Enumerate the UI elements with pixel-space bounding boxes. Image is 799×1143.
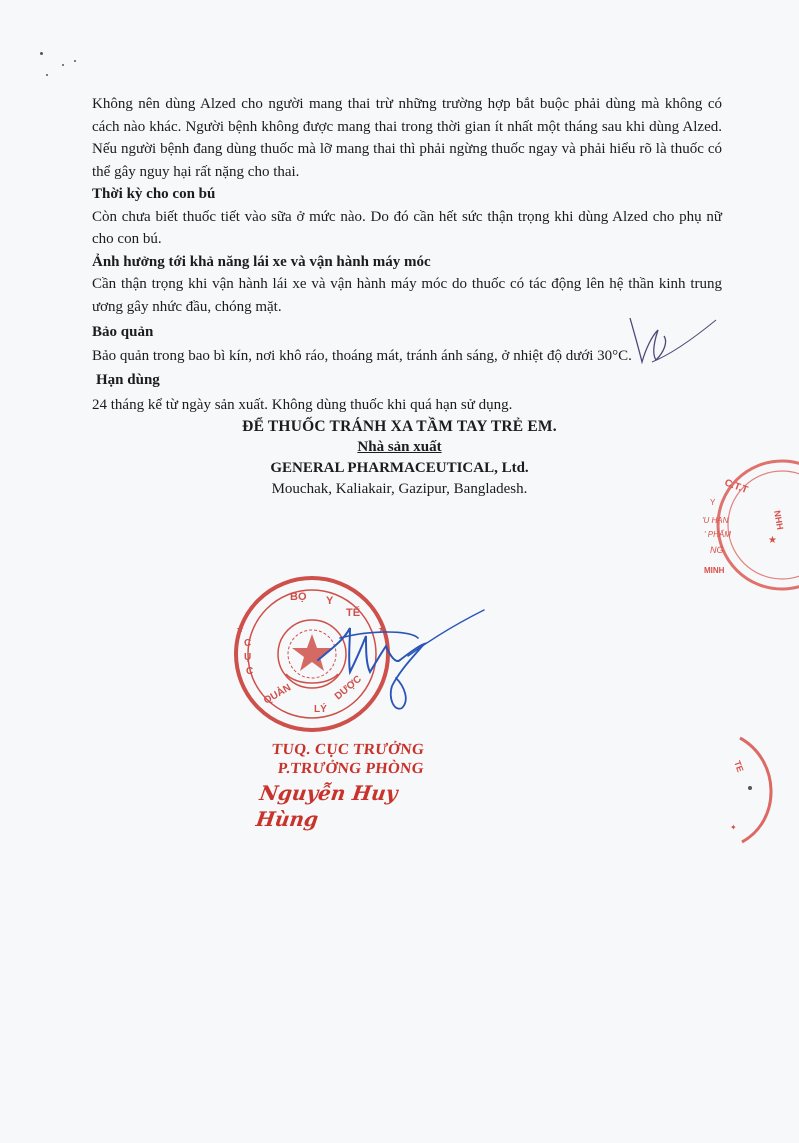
driving-paragraph: Cần thận trọng khi vận hành lái xe và vận hành máy móc do thuốc có tác động lên hệ thần kinh trung ương gây nhức đầu, chóng mặt. xyxy=(92,276,722,315)
svg-text:LÝ: LÝ xyxy=(314,704,327,715)
edge-seal-partial xyxy=(720,730,799,850)
svg-text:MINH: MINH xyxy=(704,566,725,575)
initial-mark xyxy=(612,312,722,372)
lactation-paragraph: Còn chưa biết thuốc tiết vào sữa ở mức nào. Do đó cần hết sức thận trọng khi dùng Alzed cho phụ nữ cho con bú. xyxy=(92,208,722,247)
signatory-title-2: P.TRƯỞNG PHÒNG xyxy=(277,760,425,777)
manufacturer-label: Nhà sản xuất xyxy=(357,439,442,455)
signatory-block xyxy=(254,740,462,832)
svg-text:★: ★ xyxy=(378,624,387,634)
svg-text:Y: Y xyxy=(326,595,334,607)
svg-text:' PHẨM: ' PHẨM xyxy=(704,530,731,539)
svg-text:DƯỢC: DƯỢC xyxy=(332,673,364,703)
svg-text:Ụ: Ụ xyxy=(244,652,252,663)
company-seal-partial xyxy=(690,455,799,595)
svg-text:'U HẠN: 'U HẠN xyxy=(702,516,729,525)
svg-text:QUẢN: QUẢN xyxy=(262,682,294,707)
manufacturer-address: Mouchak, Kaliakair, Gazipur, Bangladesh. xyxy=(271,481,528,497)
svg-text:NHH: NHH xyxy=(772,509,786,531)
storage-paragraph: Bảo quản trong bao bì kín, nơi khô ráo, thoáng mát, tránh ánh sáng, ở nhiệt độ dưới 30°C. xyxy=(92,347,632,364)
shelf-life-heading: Hạn dùng xyxy=(96,372,160,388)
storage-heading: Bảo quản xyxy=(92,324,154,340)
svg-text:TẾ: TẾ xyxy=(346,607,361,619)
scan-speck xyxy=(40,52,43,55)
scan-speck xyxy=(74,60,76,62)
svg-text:★: ★ xyxy=(236,624,245,634)
driving-heading: Ảnh hưởng tới khả năng lái xe và vận hành máy móc xyxy=(92,253,431,270)
svg-text:✦: ✦ xyxy=(730,823,737,832)
signatory-title-1: TUQ. CỤC TRƯỞNG xyxy=(271,741,426,758)
signatory-name: Nguyễn Huy Hùng xyxy=(254,781,400,831)
manufacturer-block xyxy=(0,416,799,500)
svg-text:C: C xyxy=(244,638,252,649)
svg-text:TE: TE xyxy=(732,759,746,774)
svg-text:C.T.T: C.T.T xyxy=(722,477,750,496)
child-warning: ĐỂ THUỐC TRÁNH XA TẦM TAY TRẺ EM. xyxy=(242,418,557,435)
svg-text:C: C xyxy=(246,666,254,677)
shelf-life-paragraph: 24 tháng kể từ ngày sản xuất. Không dùng thuốc khi quá hạn sử dụng. xyxy=(92,396,513,413)
svg-text:Y: Y xyxy=(710,498,716,507)
manufacturer-name: GENERAL PHARMACEUTICAL, Ltd. xyxy=(270,460,529,476)
svg-text:★: ★ xyxy=(768,535,777,546)
svg-text:BỘ: BỘ xyxy=(290,591,307,603)
svg-text:NG: NG xyxy=(710,545,724,555)
scan-speck xyxy=(46,74,48,76)
pregnancy-paragraph: Không nên dùng Alzed cho người mang thai trừ những trường hợp bắt buộc phải dùng mà không có cách nào khác. Người bệnh không được mang thai trong thời gian ít nhất một tháng sau khi dùng Alzed. Nếu người bệnh đang dùng thuốc mà lỡ mang thai thì phải ngừng thuốc ngay và phải hiểu rõ là thuốc có thể gây nguy hại rất nặng cho thai. xyxy=(92,96,722,180)
scan-speck xyxy=(62,64,64,66)
lactation-heading: Thời kỳ cho con bú xyxy=(92,186,216,202)
signature xyxy=(300,600,490,720)
